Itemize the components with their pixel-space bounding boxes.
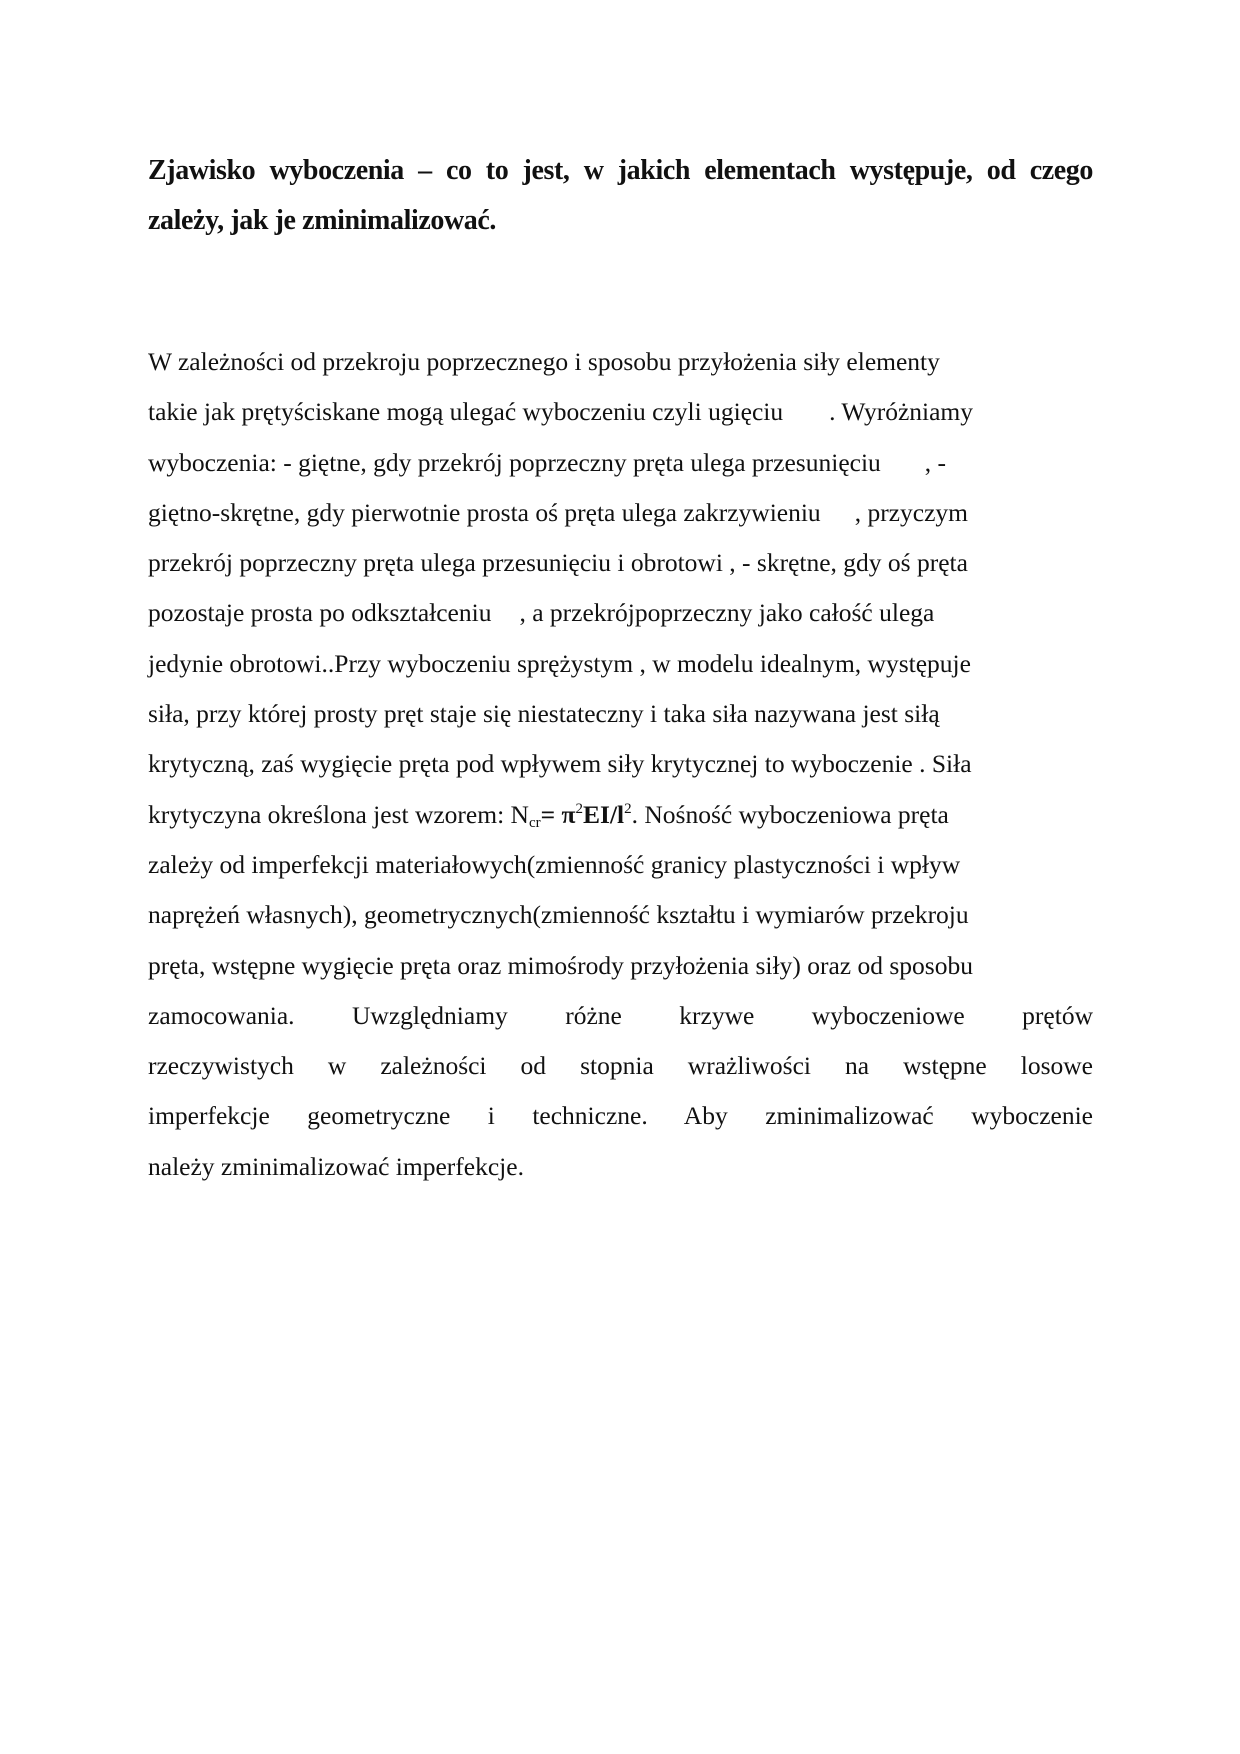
text-run: ..Przy wyboczeniu sprężystym , w [321,648,678,678]
formula-superscript: 2 [624,800,632,817]
paragraph-line [148,438,1093,488]
text-run: . Nośność wyboczeniowa pręta [631,799,949,829]
paragraph-line [148,337,1093,387]
text-run: giętno-skrętne, gdy pierwotnie prosta oś pręta ulega zakrzywieniu [148,497,821,527]
text-run: takie jak prętyściskane mogą ulegać wyboczeniu czyli ugięciu [148,397,784,427]
text-run: wyboczenia: [148,447,277,477]
text-run: , występuje [854,648,971,678]
formula-part: = π [540,799,576,829]
text-run: modelu idealnym [677,648,855,678]
formula-line [148,790,1093,840]
text-run: jedynie obrotowi [148,648,322,678]
text-run: przekrój poprzeczny pręta ulega przesunięciu i obrotowi , - skrętne, gdy oś pręta [148,548,968,578]
paragraph-line [148,890,1093,940]
body-paragraph [148,337,1093,1192]
paragraph-line [148,639,1093,689]
text-run: , a przekrójpoprzeczny jako całość ulega [519,598,935,628]
document-title [148,146,1093,246]
text-run: pozostaje prosta po odkształceniu [148,598,492,628]
paragraph-line [148,588,1093,638]
text-run: , przyczym [854,497,968,527]
text-run: siła, przy której prosty pręt staje się niestateczny i taka siła nazywana jest siłą [148,699,940,729]
paragraph-line: rzeczywistych w zależności od stopnia wrażliwości na wstępne losowe [148,1051,1093,1081]
paragraph-line [148,387,1093,437]
text-run: pręta, wstępne wygięcie pręta oraz mimośrody przyłożenia siły) oraz od sposobu [148,950,973,980]
text-run: , - [924,447,947,477]
paragraph-line [148,840,1093,890]
formula-superscript: 2 [575,800,584,817]
paragraph-line: zamocowania. Uwzględniamy różne krzywe wyboczeniowe prętów [148,1000,1093,1030]
text-run: . Wyróżniamy [829,397,973,427]
paragraph-line [148,538,1093,588]
formula-part: EI/l [583,799,625,829]
paragraph-line [148,689,1093,739]
formula-subscript: cr [528,814,541,831]
text-run: - giętne, gdy przekrój poprzeczny pręta ulega przesunięciu [276,447,881,477]
paragraph-line [148,488,1093,538]
paragraph-line: imperfekcje geometryczne i techniczne. Aby zminimalizować wyboczenie [148,1101,1093,1131]
text-run: krytyczną, zaś wygięcie pręta pod wpływem siły krytycznej to wyboczenie . Siła [148,749,972,779]
text-run: zależy od imperfekcji materiałowych(zmienność granicy plastyczności i wpływ [148,849,961,879]
text-run: krytyczyna określona jest wzorem: N [148,799,529,829]
title-line-1: Zjawisko wyboczenia – co to jest, w jakich elementach występuje, od czego [148,155,1093,186]
text-run: W zależności od przekroju poprzecznego i sposobu przyłożenia siły elementy [148,347,940,376]
text-run: naprężeń własnych), geometrycznych(zmienność kształtu i wymiarów przekroju [148,900,969,930]
paragraph-line: należy zminimalizować imperfekcje. [148,1151,524,1181]
paragraph-line [148,941,1093,991]
title-line-2: zależy, jak je zminimalizować. [148,205,497,236]
paragraph-line [148,739,1093,789]
